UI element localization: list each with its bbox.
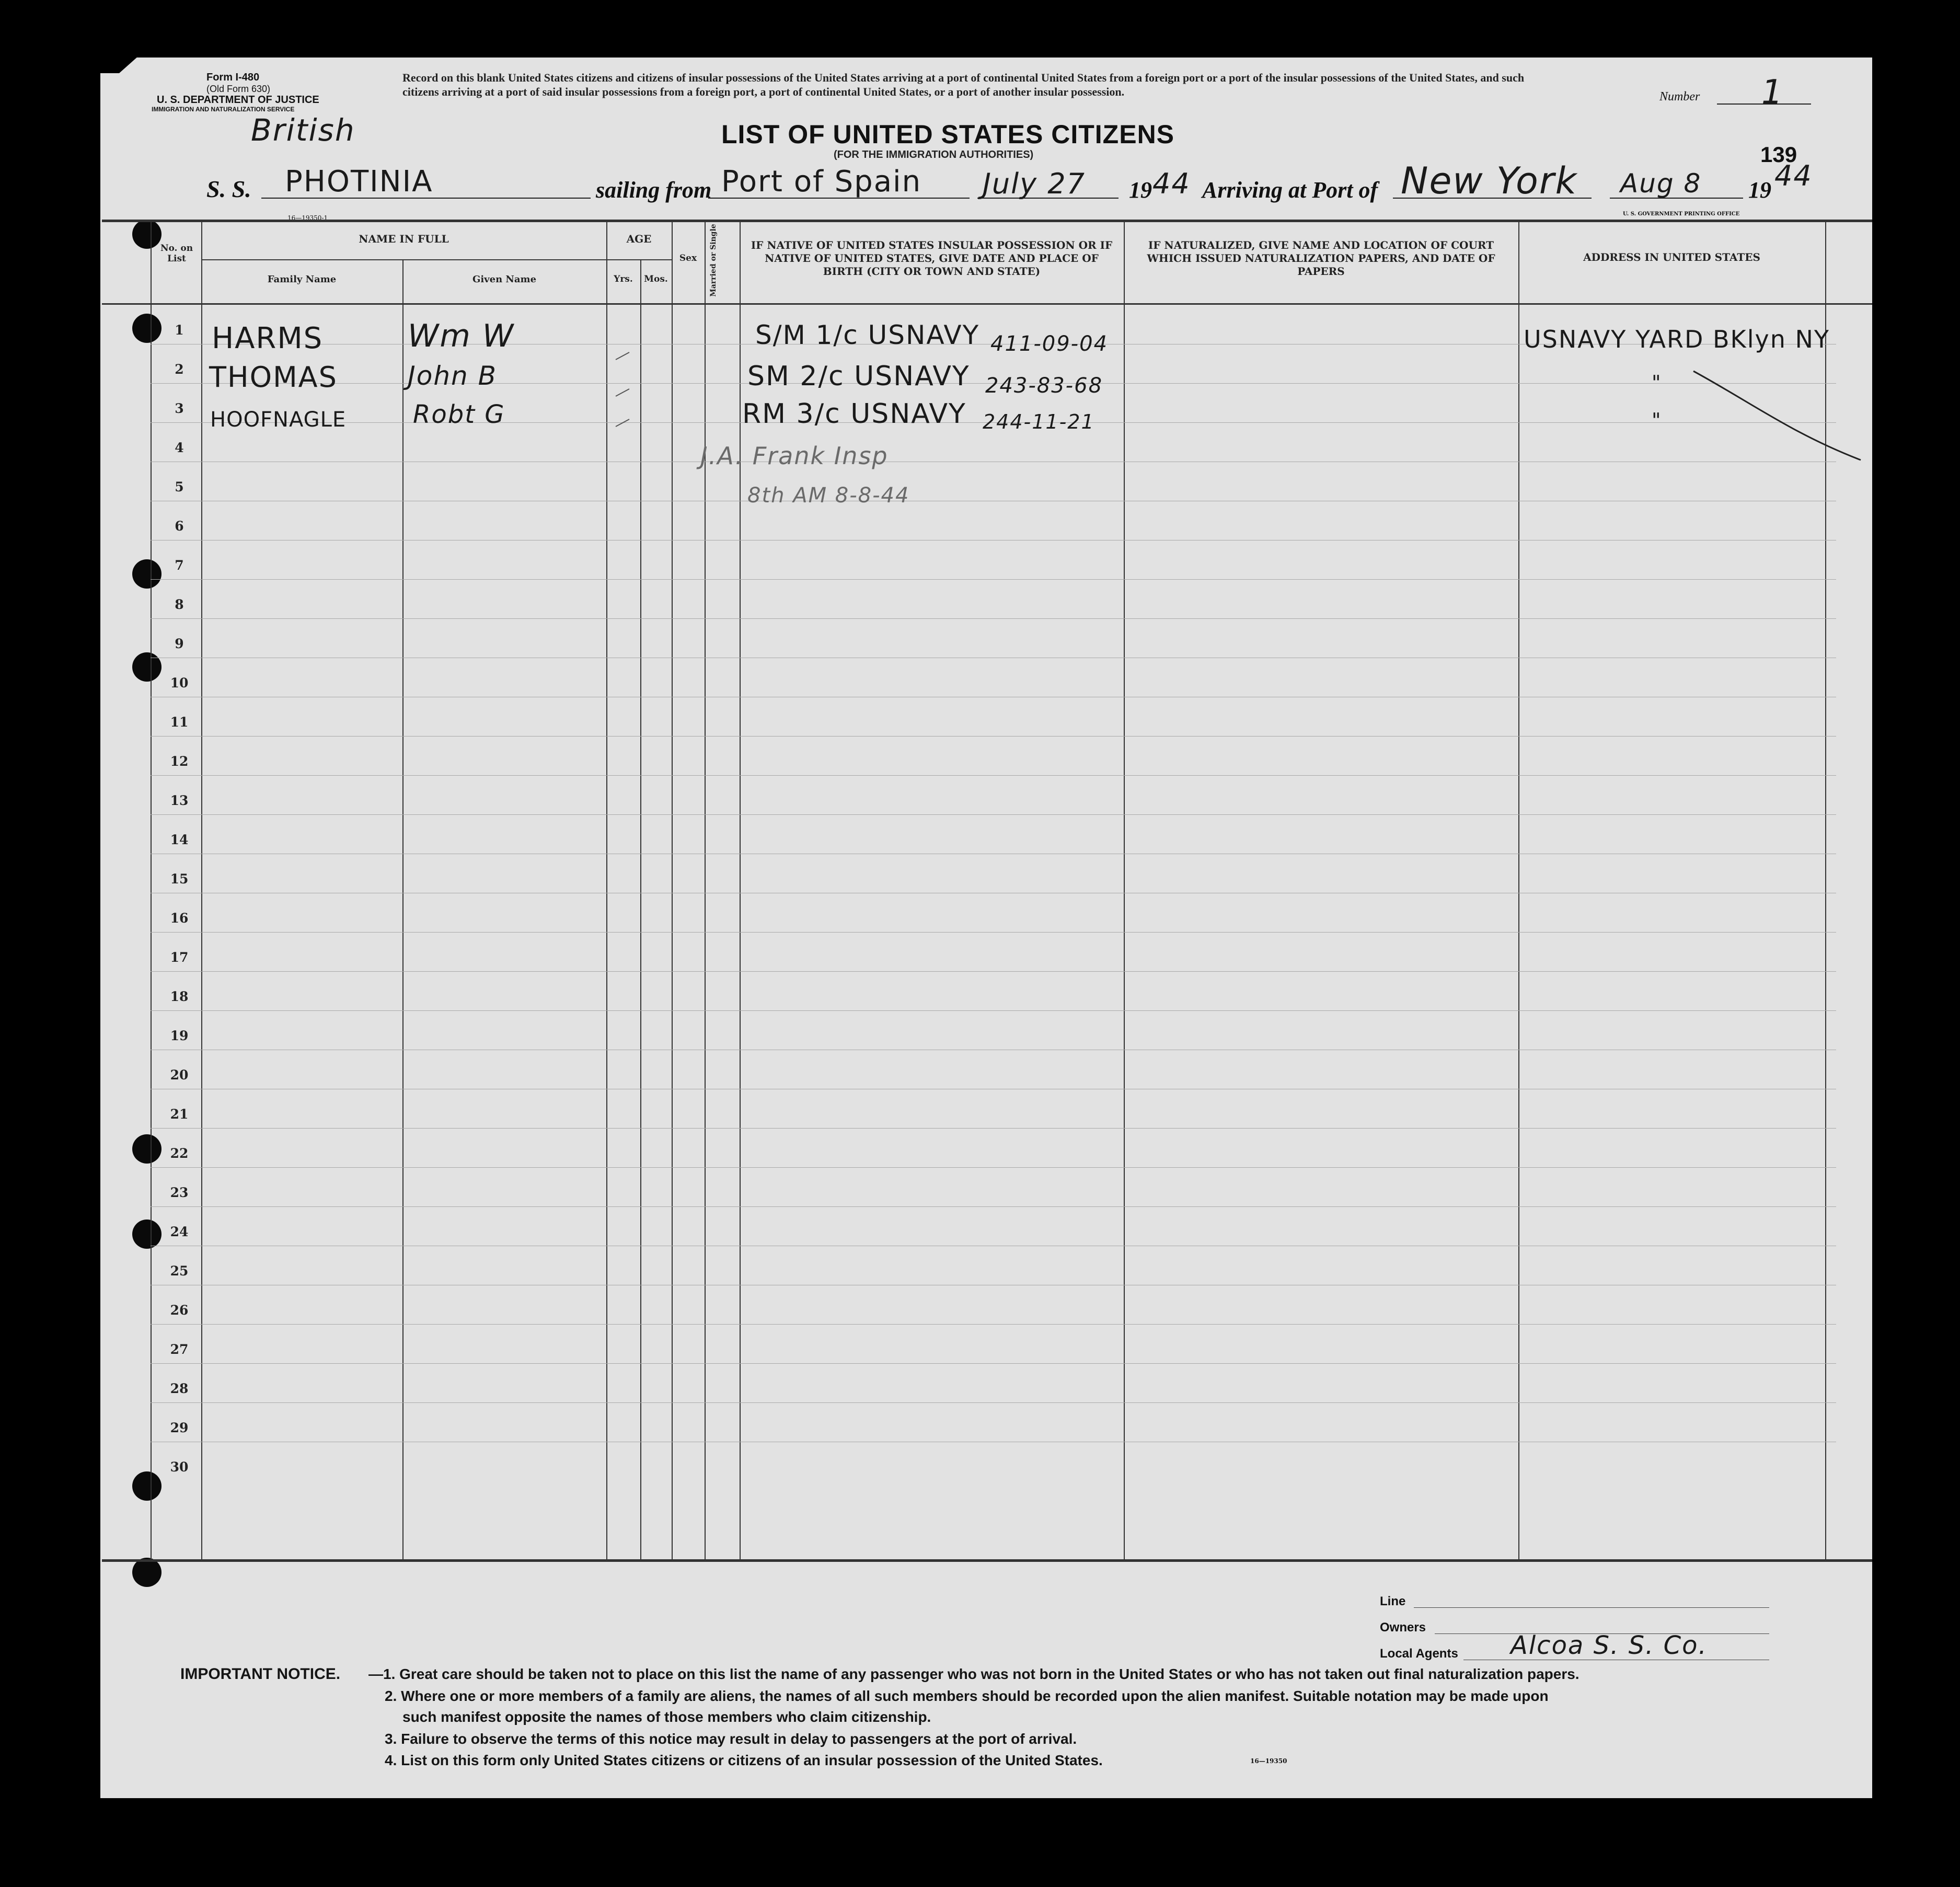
department: U. S. DEPARTMENT OF JUSTICE bbox=[157, 94, 319, 106]
row-number: 9 bbox=[175, 636, 184, 651]
row-number: 14 bbox=[170, 832, 189, 847]
col-divider bbox=[705, 220, 706, 1559]
row-rule bbox=[151, 1402, 1836, 1403]
tick-mark bbox=[616, 352, 629, 360]
header-bottom-border bbox=[102, 303, 1872, 305]
table-bottom-border bbox=[102, 1559, 1872, 1562]
row-number: 13 bbox=[170, 793, 189, 808]
row-number: 11 bbox=[170, 715, 189, 730]
pencil-stroke bbox=[1688, 361, 1866, 465]
age-tick-marks bbox=[612, 340, 643, 434]
inspector-signature: J.A. Frank Insp bbox=[700, 442, 889, 470]
tick-mark bbox=[616, 419, 629, 427]
header-naturalized: IF NATURALIZED, GIVE NAME AND LOCATION OF COURT WHICH ISSUED NATURALIZATION PAPERS, AND DATE OF PAPERS bbox=[1147, 239, 1495, 278]
from-port-underline bbox=[708, 198, 970, 199]
header-given-name: Given Name bbox=[472, 274, 537, 285]
row-number: 5 bbox=[175, 479, 184, 494]
depart-year: 44 bbox=[1152, 167, 1191, 200]
gpo-printing-office: U. S. GOVERNMENT PRINTING OFFICE bbox=[1623, 211, 1740, 217]
form-code: 16—19350 bbox=[1250, 1757, 1287, 1765]
intro-text: Record on this blank United States citizens and citizens of insular possessions of the United States arriving at a port of continental United States from a foreign port or a port of the insular possessions of the United States, and such citizens arriving at a port of said insular possessions from a foreign port, a port of continental United States, or a port of another insular possession. bbox=[402, 71, 1525, 98]
row-number: 28 bbox=[170, 1381, 189, 1396]
row-number: 7 bbox=[175, 558, 184, 573]
family-name: HOOFNAGLE bbox=[210, 408, 347, 432]
page-subtitle: (FOR THE IMMIGRATION AUTHORITIES) bbox=[834, 149, 1034, 160]
header-mos: Mos. bbox=[644, 274, 668, 284]
row-number: 17 bbox=[170, 950, 189, 965]
row-number: 27 bbox=[170, 1342, 189, 1357]
col-divider bbox=[1124, 220, 1125, 1559]
ship-underline bbox=[261, 198, 591, 199]
header-name-in-full: NAME IN FULL bbox=[359, 233, 449, 245]
old-form-number: (Old Form 630) bbox=[206, 84, 271, 94]
col-divider bbox=[402, 259, 403, 1559]
row-rule bbox=[151, 579, 1836, 580]
rating-branch: SM 2/c USNAVY bbox=[747, 361, 970, 392]
row-rule bbox=[151, 618, 1836, 619]
sailing-label: sailing from bbox=[596, 177, 712, 203]
arrival-year-prefix: 19 bbox=[1748, 177, 1771, 203]
header-age: AGE bbox=[626, 233, 652, 245]
line-underline bbox=[1414, 1607, 1769, 1608]
row-rule bbox=[151, 1206, 1836, 1207]
row-rule bbox=[151, 1363, 1836, 1364]
row-number: 16 bbox=[170, 911, 189, 926]
service-number: 243-83-68 bbox=[985, 374, 1103, 398]
ship-flag: British bbox=[251, 112, 355, 148]
rating-branch: S/M 1/c USNAVY bbox=[755, 320, 980, 350]
notice-item-3: 3. Failure to observe the terms of this notice may result in delay to passengers at the port of arrival. bbox=[385, 1731, 1077, 1747]
notice-title: IMPORTANT NOTICE. bbox=[180, 1665, 341, 1683]
col-divider bbox=[201, 220, 202, 1559]
row-number: 3 bbox=[175, 401, 184, 416]
row-rule bbox=[151, 775, 1836, 776]
arriving-label: Arriving at Port of bbox=[1202, 177, 1378, 203]
page-title: LIST OF UNITED STATES CITIZENS bbox=[721, 120, 1175, 149]
family-name: THOMAS bbox=[209, 361, 338, 394]
row-number: 12 bbox=[170, 754, 189, 769]
row-number: 18 bbox=[170, 989, 189, 1004]
row-number: 10 bbox=[170, 675, 189, 691]
depart-date-underline bbox=[977, 198, 1119, 199]
col-divider bbox=[672, 220, 673, 1559]
number-label: Number bbox=[1659, 90, 1700, 103]
local-agents-value: Alcoa S. S. Co. bbox=[1511, 1631, 1708, 1660]
ship-name: PHOTINIA bbox=[285, 165, 433, 199]
address: USNAVY YARD BKlyn NY bbox=[1524, 325, 1830, 353]
notice-item-4: 4. List on this form only United States citizens or citizens of an insular possession of the United States. bbox=[385, 1752, 1103, 1768]
depart-date: July 27 bbox=[983, 167, 1086, 200]
address: " bbox=[1652, 371, 1662, 394]
given-name: Wm W bbox=[408, 318, 515, 354]
col-divider bbox=[151, 220, 152, 1559]
tick-mark bbox=[616, 389, 629, 396]
number-value: 1 bbox=[1761, 73, 1784, 112]
row-number: 19 bbox=[170, 1028, 189, 1043]
service-number: 411-09-04 bbox=[990, 332, 1109, 356]
header-married-or-single: Married or Single bbox=[709, 224, 718, 297]
line-label: Line bbox=[1380, 1594, 1406, 1608]
row-number: 6 bbox=[175, 519, 184, 534]
row-number: 26 bbox=[170, 1303, 189, 1318]
header-address: ADDRESS IN UNITED STATES bbox=[1583, 251, 1760, 263]
header-yrs: Yrs. bbox=[614, 274, 633, 284]
row-number: 21 bbox=[170, 1107, 189, 1122]
row-rule bbox=[151, 1128, 1836, 1129]
header-native-birth: IF NATIVE OF UNITED STATES INSULAR POSSESSION OR IF NATIVE OF UNITED STATES, GIVE DATE AND PLACE OF BIRTH (CITY OR TOWN AND STATE) bbox=[751, 239, 1113, 278]
row-rule bbox=[151, 1324, 1836, 1325]
row-number: 30 bbox=[170, 1459, 189, 1475]
row-number: 15 bbox=[170, 871, 189, 887]
gpo-code-small: 16—19350-1 bbox=[287, 214, 328, 222]
given-name: John B bbox=[408, 361, 497, 391]
header-sex: Sex bbox=[679, 253, 697, 263]
inspector-date: 8th AM 8-8-44 bbox=[747, 484, 910, 508]
row-number: 24 bbox=[170, 1224, 189, 1239]
rating-branch: RM 3/c USNAVY bbox=[742, 398, 966, 430]
arrival-year: 44 bbox=[1774, 159, 1813, 192]
col-divider bbox=[606, 220, 607, 1559]
arrival-port: New York bbox=[1401, 159, 1578, 202]
col-divider bbox=[640, 259, 641, 1559]
row-number: 25 bbox=[170, 1263, 189, 1279]
given-name: Robt G bbox=[413, 400, 505, 429]
row-rule bbox=[151, 971, 1836, 972]
row-rule bbox=[151, 1167, 1836, 1168]
row-number: 22 bbox=[170, 1146, 189, 1161]
local-agents-label: Local Agents bbox=[1380, 1647, 1458, 1661]
row-rule bbox=[151, 814, 1836, 815]
family-name: HARMS bbox=[212, 321, 324, 355]
notice-item-2: 2. Where one or more members of a family are aliens, the names of all such members should be recorded upon the alien manifest. Suitable notation may be made upon bbox=[385, 1688, 1549, 1704]
owners-label: Owners bbox=[1380, 1620, 1426, 1635]
header-no-on-list: No. on List bbox=[160, 243, 193, 264]
ss-label: S. S. bbox=[206, 176, 251, 202]
row-number: 23 bbox=[170, 1185, 189, 1200]
address: " bbox=[1652, 409, 1662, 432]
depart-year-prefix: 19 bbox=[1129, 177, 1152, 203]
row-number: 20 bbox=[170, 1067, 189, 1083]
notice-item-2-cont: such manifest opposite the names of those members who claim citizenship. bbox=[402, 1709, 931, 1725]
arrival-date: Aug 8 bbox=[1620, 168, 1702, 199]
row-number: 2 bbox=[175, 362, 184, 377]
row-number: 8 bbox=[175, 597, 184, 612]
header-family-name: Family Name bbox=[267, 274, 337, 285]
punch-hole bbox=[132, 1558, 162, 1587]
arrival-port-underline bbox=[1393, 198, 1592, 199]
page-stamp: 139 bbox=[1760, 142, 1797, 167]
punch-hole bbox=[132, 1471, 162, 1501]
name-group-rule bbox=[201, 259, 606, 260]
age-group-rule bbox=[606, 259, 672, 260]
service-number: 244-11-21 bbox=[983, 410, 1095, 433]
row-number: 1 bbox=[175, 323, 184, 338]
col-divider bbox=[1518, 220, 1519, 1559]
row-rule bbox=[151, 932, 1836, 933]
form-number: Form I-480 bbox=[206, 72, 260, 83]
from-port: Port of Spain bbox=[721, 165, 922, 199]
row-rule bbox=[151, 1010, 1836, 1011]
row-rule bbox=[151, 736, 1836, 737]
col-divider bbox=[740, 220, 741, 1559]
notice-item-1: —1. Great care should be taken not to place on this list the name of any passenger who was not born in the United States or who has not taken out final naturalization papers. bbox=[368, 1666, 1579, 1682]
row-number: 29 bbox=[170, 1420, 189, 1435]
service: IMMIGRATION AND NATURALIZATION SERVICE bbox=[152, 106, 295, 113]
row-number: 4 bbox=[175, 440, 184, 455]
manifest-page bbox=[100, 57, 1872, 1798]
table-top-border bbox=[102, 220, 1872, 222]
arrival-date-underline bbox=[1610, 198, 1743, 199]
